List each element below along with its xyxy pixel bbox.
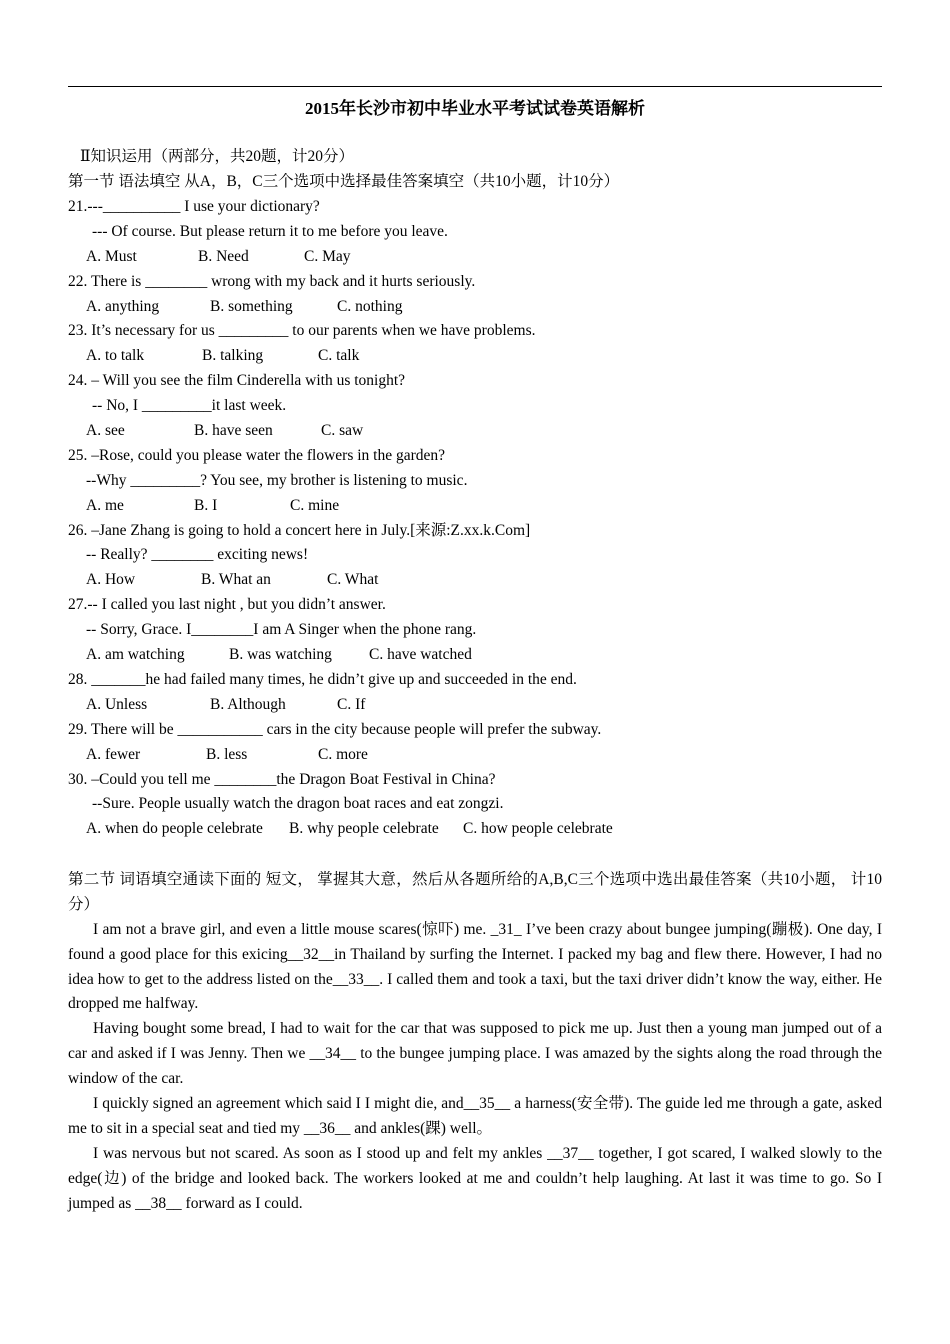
question-28-line-1: 28. _______he had failed many times, he didn’t give up and succeeded in the end. — [68, 671, 577, 688]
option-b: B. talking — [202, 347, 264, 364]
question-21-line-2: --- Of course. But please return it to me before you leave. — [92, 223, 448, 240]
question-23-options — [86, 345, 359, 367]
option-c: C. talk — [318, 347, 360, 364]
question-29-options — [86, 744, 368, 766]
option-a: A. see — [86, 422, 125, 439]
question-24-line-2: -- No, I _________it last week. — [92, 397, 287, 414]
option-a: A. Must — [86, 248, 137, 265]
option-c: C. more — [318, 746, 368, 763]
question-26-options — [86, 569, 378, 591]
part1-header: 第一节 语法填空 从A，B，C三个选项中选择最佳答案填空（共10小题，计10分） — [68, 173, 620, 190]
question-28-options — [86, 694, 365, 716]
option-b: B. was watching — [229, 646, 332, 663]
section-header: Ⅱ知识运用（两部分，共20题，计20分） — [80, 148, 355, 165]
option-c: C. mine — [290, 497, 340, 514]
option-b: B. something — [210, 298, 293, 315]
option-c: C. how people celebrate — [463, 820, 613, 837]
question-26-line-2: -- Really? ________ exciting news! — [86, 546, 309, 563]
question-24-line-1: 24. – Will you see the film Cinderella with us tonight? — [68, 372, 406, 389]
option-a: A. Unless — [86, 696, 148, 713]
passage-paragraph-2: Having bought some bread, I had to wait for the car that was supposed to pick me up. Just then a young man jumped out of a car and asked if I was Jenny. Then we __34__ to the bungee jumping place. I was amazed by the sights along the road through the window of the car. — [68, 1020, 882, 1087]
option-a: A. fewer — [86, 746, 141, 763]
option-a: A. anything — [86, 298, 160, 315]
option-c: C. What — [327, 571, 379, 588]
question-30-options — [86, 818, 613, 840]
option-b: B. Although — [210, 696, 286, 713]
option-c: C. saw — [321, 422, 364, 439]
question-25-options — [86, 495, 339, 517]
question-29-line-1: 29. There will be ___________ cars in the city because people will prefer the subway. — [68, 721, 602, 738]
option-a: A. when do people celebrate — [86, 820, 263, 837]
question-23-line-1: 23. It’s necessary for us _________ to our parents when we have problems. — [68, 322, 536, 339]
option-a: A. to talk — [86, 347, 145, 364]
option-c: C. If — [337, 696, 366, 713]
option-a: A. me — [86, 497, 124, 514]
question-27-line-1: 27.-- I called you last night , but you didn’t answer. — [68, 596, 386, 613]
option-b: B. What an — [201, 571, 271, 588]
passage-paragraph-3: I quickly signed an agreement which said I I might die, and__35__ a harness(安全带). The guide led me through a gate, asked me to sit in a special seat and tied my __36__ and ankles(踝) well。 — [68, 1095, 882, 1137]
option-b: B. why people celebrate — [289, 820, 439, 837]
passage-paragraph-4: I was nervous but not scared. As soon as I stood up and felt my ankles __37__ together, I got scared, I walked slowly to the edge(边) of the bridge and looked back. The workers looked at me and couldn’t help laughing. At last it was time to go. So I jumped as __38__ forward as I could. — [68, 1145, 882, 1212]
option-c: C. have watched — [369, 646, 472, 663]
page-title: 2015年长沙市初中毕业水平考试试卷英语解析 — [305, 99, 645, 118]
question-21-line-1: 21.---__________ I use your dictionary? — [68, 198, 320, 215]
question-30-line-2: --Sure. People usually watch the dragon boat races and eat zongzi. — [92, 795, 504, 812]
passage-paragraph-1: I am not a brave girl, and even a little mouse scares(惊吓) me. _31_ I’ve been crazy about bungee jumping(蹦极). One day, I found a good place for this exicing__32__in Thailand by surfing the Internet. I packed my bag and flew there. However, I had no idea how to get to the address listed on the__33__. I called them and took a taxi, but the taxi driver didn’t know the way, either. He dropped me halfway. — [68, 921, 882, 1013]
question-24-options — [86, 420, 363, 442]
question-26-line-1: 26. –Jane Zhang is going to hold a concert here in July.[来源:Z.xx.k.Com] — [68, 522, 531, 539]
option-b: B. have seen — [194, 422, 273, 439]
option-a: A. am watching — [86, 646, 185, 663]
option-c: C. nothing — [337, 298, 403, 315]
part2-header: 第二节 词语填空通读下面的 短文， 掌握其大意，然后从各题所给的A,B,C三个选项中选出最佳答案（共10小题， 计10分） — [68, 871, 882, 913]
question-22-options — [86, 296, 402, 318]
question-25-line-2: --Why _________? You see, my brother is listening to music. — [86, 472, 468, 489]
question-30-line-1: 30. –Could you tell me ________the Dragon Boat Festival in China? — [68, 771, 496, 788]
option-c: C. May — [304, 248, 351, 265]
question-21-options — [86, 246, 351, 268]
question-27-options — [86, 644, 472, 666]
option-b: B. Need — [198, 248, 249, 265]
option-b: B. I — [194, 497, 218, 514]
question-27-line-2: -- Sorry, Grace. I________I am A Singer when the phone rang. — [86, 621, 477, 638]
header-rule — [68, 86, 882, 87]
question-25-line-1: 25. –Rose, could you please water the flowers in the garden? — [68, 447, 446, 464]
option-a: A. How — [86, 571, 136, 588]
option-b: B. less — [206, 746, 248, 763]
question-22-line-1: 22. There is ________ wrong with my back and it hurts seriously. — [68, 273, 476, 290]
